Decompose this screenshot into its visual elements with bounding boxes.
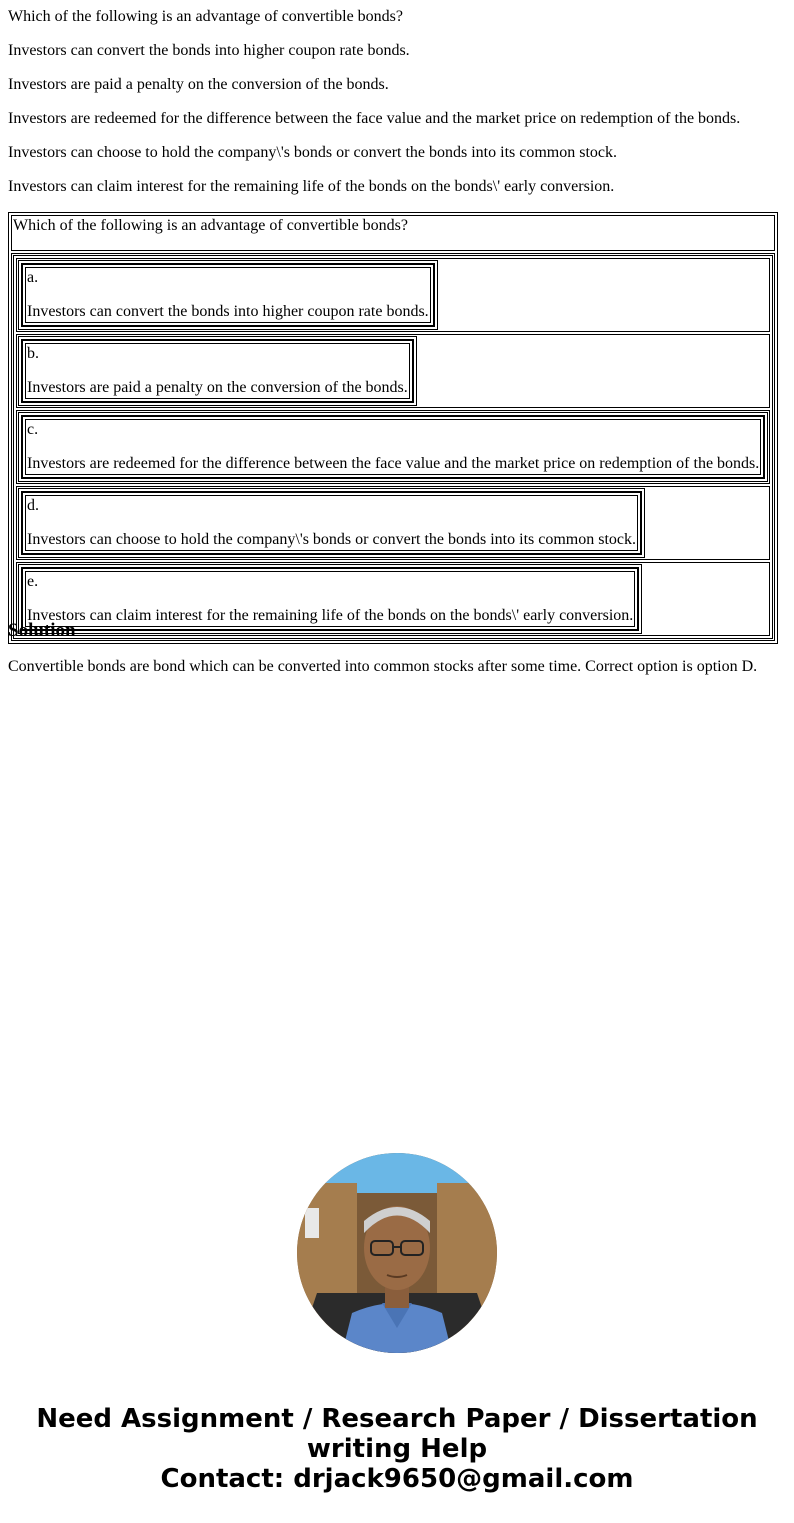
promo-line-2: writing Help — [306, 1434, 488, 1464]
option-label: Investors can convert the bonds into higher coupon rate bonds. — [27, 303, 429, 320]
portrait-image — [297, 1153, 497, 1353]
option-row-e — [16, 562, 770, 636]
option-letter: c. — [27, 421, 39, 438]
promo-banner — [0, 1404, 794, 1494]
option-letter: d. — [27, 497, 39, 514]
options-table — [13, 255, 773, 639]
option-text-3: Investors are redeemed for the difference between the face value and the market price on redemption of the bonds. — [8, 110, 741, 127]
option-e[interactable] — [25, 571, 635, 627]
option-c[interactable] — [25, 419, 761, 475]
option-letter: b. — [27, 345, 39, 362]
promo-line-1: Need Assignment / Research Paper / Dissertation — [36, 1404, 758, 1434]
option-text-5: Investors can claim interest for the remaining life of the bonds on the bonds\' early conversion. — [8, 178, 615, 195]
table-question-text: Which of the following is an advantage of convertible bonds? — [13, 217, 408, 234]
option-label: Investors can claim interest for the remaining life of the bonds on the bonds\' early conversion. — [27, 607, 634, 624]
question-text: Which of the following is an advantage of convertible bonds? — [8, 8, 403, 25]
option-text-1: Investors can convert the bonds into higher coupon rate bonds. — [8, 42, 410, 59]
question-cell — [11, 215, 775, 251]
option-label: Investors are redeemed for the difference between the face value and the market price on redemption of the bonds. — [27, 455, 760, 472]
solution-heading: Solution — [8, 620, 76, 641]
solution-text: Convertible bonds are bond which can be converted into common stocks after some time. Correct option is option D. — [8, 658, 758, 675]
option-label: Investors can choose to hold the company\'s bonds or convert the bonds into its common stock. — [27, 531, 637, 548]
option-row-c — [16, 410, 770, 484]
option-text-2: Investors are paid a penalty on the conversion of the bonds. — [8, 76, 389, 93]
option-row-a — [16, 258, 770, 332]
option-row-b — [16, 334, 770, 408]
option-b[interactable] — [25, 343, 410, 399]
options-wrapper — [11, 253, 775, 641]
option-letter: a. — [27, 269, 39, 286]
option-letter: e. — [27, 573, 39, 590]
option-d[interactable] — [25, 495, 638, 551]
option-row-d — [16, 486, 770, 560]
question-table — [8, 212, 778, 644]
option-a[interactable] — [25, 267, 431, 323]
option-label: Investors are paid a penalty on the conversion of the bonds. — [27, 379, 408, 396]
promo-contact[interactable]: Contact: drjack9650@gmail.com — [160, 1464, 634, 1494]
option-text-4: Investors can choose to hold the company\'s bonds or convert the bonds into its common stock. — [8, 144, 618, 161]
author-avatar — [297, 1153, 497, 1353]
